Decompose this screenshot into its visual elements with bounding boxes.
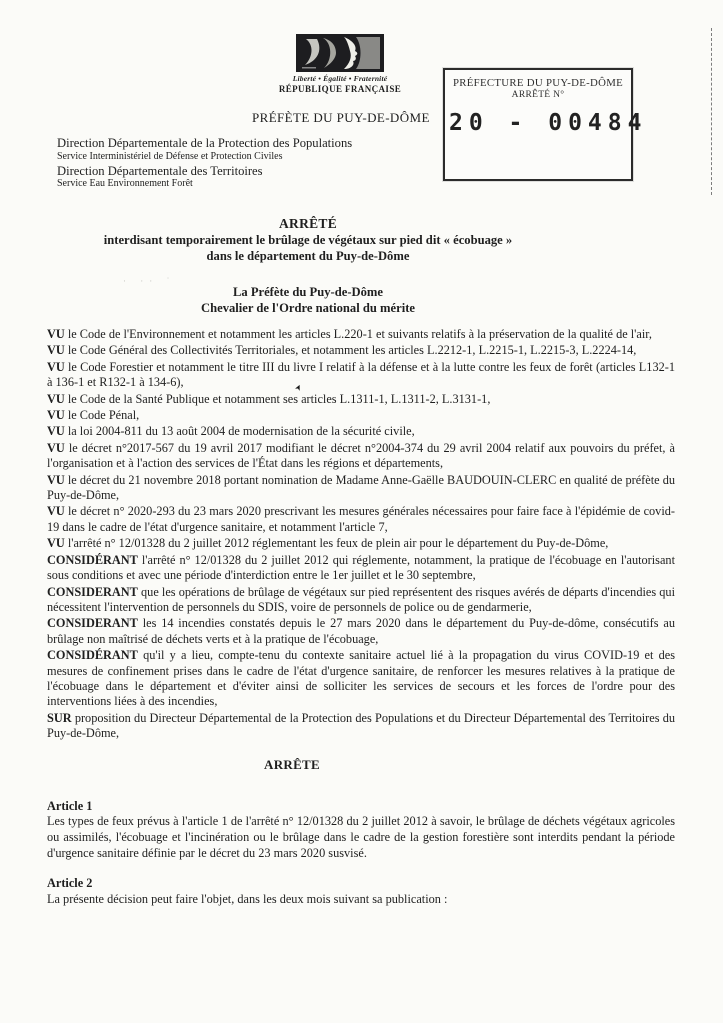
recital: SUR proposition du Directeur Départemental de la Protection des Populations et du Directeur Départemental des Territoires du Puy-de-Dôme,	[47, 710, 675, 741]
service-line: Service Eau Environnement Forêt	[57, 178, 193, 189]
recital: VU le Code de la Santé Publique et notamment ses articles L.1311-1, L.1311-2, L.3131-1,	[47, 391, 491, 406]
scan-artifact-smudge: · ·· ˙	[123, 276, 176, 286]
logo-republic-name: RÉPUBLIQUE FRANÇAISE	[278, 84, 402, 94]
stamp-prefecture-title: PRÉFECTURE DU PUY-DE-DÔME	[452, 77, 624, 89]
recital: VU le Code Pénal,	[47, 408, 140, 423]
article-spacer	[47, 861, 675, 874]
service-line: Direction Départementale des Territoires	[57, 163, 263, 178]
recital: VU le Code Général des Collectivités Territoriales, et notamment les articles L.2212-1, L.2215-1, L.2215-3, L.2224-14,	[47, 343, 637, 358]
recital: CONSIDÉRANT qu'il y a lieu, compte-tenu du contexte sanitaire actuel lié à la propagation du virus COVID-19 et des mesures de confinement prises dans le cadre de l'état d'urgence sanitaire, de renforcer les mesures relatives à la pratique de l'écobuage dans le département et d'éviter ainsi de solliciter les services de secours et les forces de l'ordre pour des interventions liées à des incendies,	[47, 648, 675, 709]
decree-title: ARRÊTÉ	[278, 216, 338, 231]
article-1-text: Les types de feux prévus à l'article 1 de l'arrêté n° 12/01328 du 2 juillet 2012 à savoir, le brûlage de déchets végétaux agricoles ou assimilés, l'écobuage et l'incinération ou le brûlage dans le cadre de la gestion forestière sont interdits pendant la période d'urgence sanitaire définie par le décret du 23 mars 2020 susvisé.	[47, 814, 675, 860]
decree-enacting-heading: ARRÊTE	[264, 756, 320, 772]
service-line: Service Interministériel de Défense et Protection Civiles	[57, 150, 283, 162]
recital: CONSIDERANT que les opérations de brûlage de végétaux sur pied représentent des risques avérés de départs d'incendies qui nécessitent l'intervention de personnels du SDIS, voire de personnels de police ou de gendarmerie,	[47, 584, 675, 614]
service-line: Direction Départementale de la Protection des Populations	[57, 136, 353, 150]
recital: VU le Code Forestier et notamment le titre III du livre I relatif à la défense et à la lutte contre les feux de forêt (articles L132-1 à 136-1 et R132-1 à 134-6),	[47, 359, 675, 390]
article-1-heading: Article 1	[47, 798, 93, 813]
decree-title-block	[47, 215, 569, 264]
recital: CONSIDÉRANT l'arrêté n° 12/01328 du 2 juillet 2012 qui réglemente, notamment, la pratique de l'écobuage en l'autorisant sous conditions et avec une période d'interdiction entre le 1er juillet et le 30 septembre,	[47, 552, 675, 583]
authority-block	[47, 284, 569, 316]
marianne-logo-image	[296, 34, 384, 72]
decree-subtitle-line: dans le département du Puy-de-Dôme	[206, 249, 410, 263]
article-2-text: La présente décision peut faire l'objet, dans les deux mois suivant sa publication :	[47, 892, 448, 907]
authority-honor: Chevalier de l'Ordre national du mérite	[201, 301, 415, 315]
recital: VU la loi 2004-811 du 13 août 2004 de modernisation de la sécurité civile,	[47, 424, 415, 439]
recital: CONSIDERANT les 14 incendies constatés depuis le 27 mars 2020 dans le département du Puy-de-dôme, consécutifs au brûlage non maîtrisé de déchets verts et à la pratique de l'écobuage,	[47, 616, 675, 646]
recital: VU le décret du 21 novembre 2018 portant nomination de Madame Anne-Gaëlle BAUDOUIN-CLERC en qualité de préfète du Puy-de-Dôme,	[47, 472, 675, 503]
authority-name: La Préfète du Puy-de-Dôme	[232, 285, 384, 299]
stamp-arrete-label: ARRÊTÉ N°	[511, 90, 565, 100]
recital: VU le Code de l'Environnement et notamment les articles L.220-1 et suivants relatifs à la préservation de la qualité de l'air,	[47, 327, 652, 341]
prefect-title-line: PRÉFÈTE DU PUY-DE-DÔME	[252, 110, 430, 125]
recital: VU le décret n° 2020-293 du 23 mars 2020 prescrivant les mesures générales nécessaires pour faire face à l'épidémie de covid-19 dans le cadre de l'état d'urgence sanitaire, et notamment l'article 7,	[47, 504, 675, 534]
stamp-arrete-number: 20 - 00484	[449, 110, 648, 136]
logo-motto: Liberté • Égalité • Fraternité	[292, 74, 388, 83]
scan-artifact-cursor: ➤	[292, 382, 304, 393]
recital: VU l'arrêté n° 12/01328 du 2 juillet 2012 réglementant les feux de plein air pour le département du Puy-de-Dôme,	[47, 536, 609, 551]
article-2-heading: Article 2	[47, 876, 93, 891]
decree-subtitle-line: interdisant temporairement le brûlage de végétaux sur pied dit « écobuage »	[103, 233, 513, 247]
decree-body	[47, 326, 675, 908]
republique-francaise-logo	[278, 34, 402, 94]
issuing-services-block	[57, 136, 457, 191]
recital: VU le décret n°2017-567 du 19 avril 2017 modifiant le décret n°2004-374 du 29 avril 2004 relatif aux pouvoirs du préfet, à l'organisation et à l'action des services de l'État dans les régions et départements,	[47, 440, 675, 471]
arrete-number-stamp-box	[443, 68, 648, 181]
scan-artifact-page-edge-line	[711, 28, 712, 195]
